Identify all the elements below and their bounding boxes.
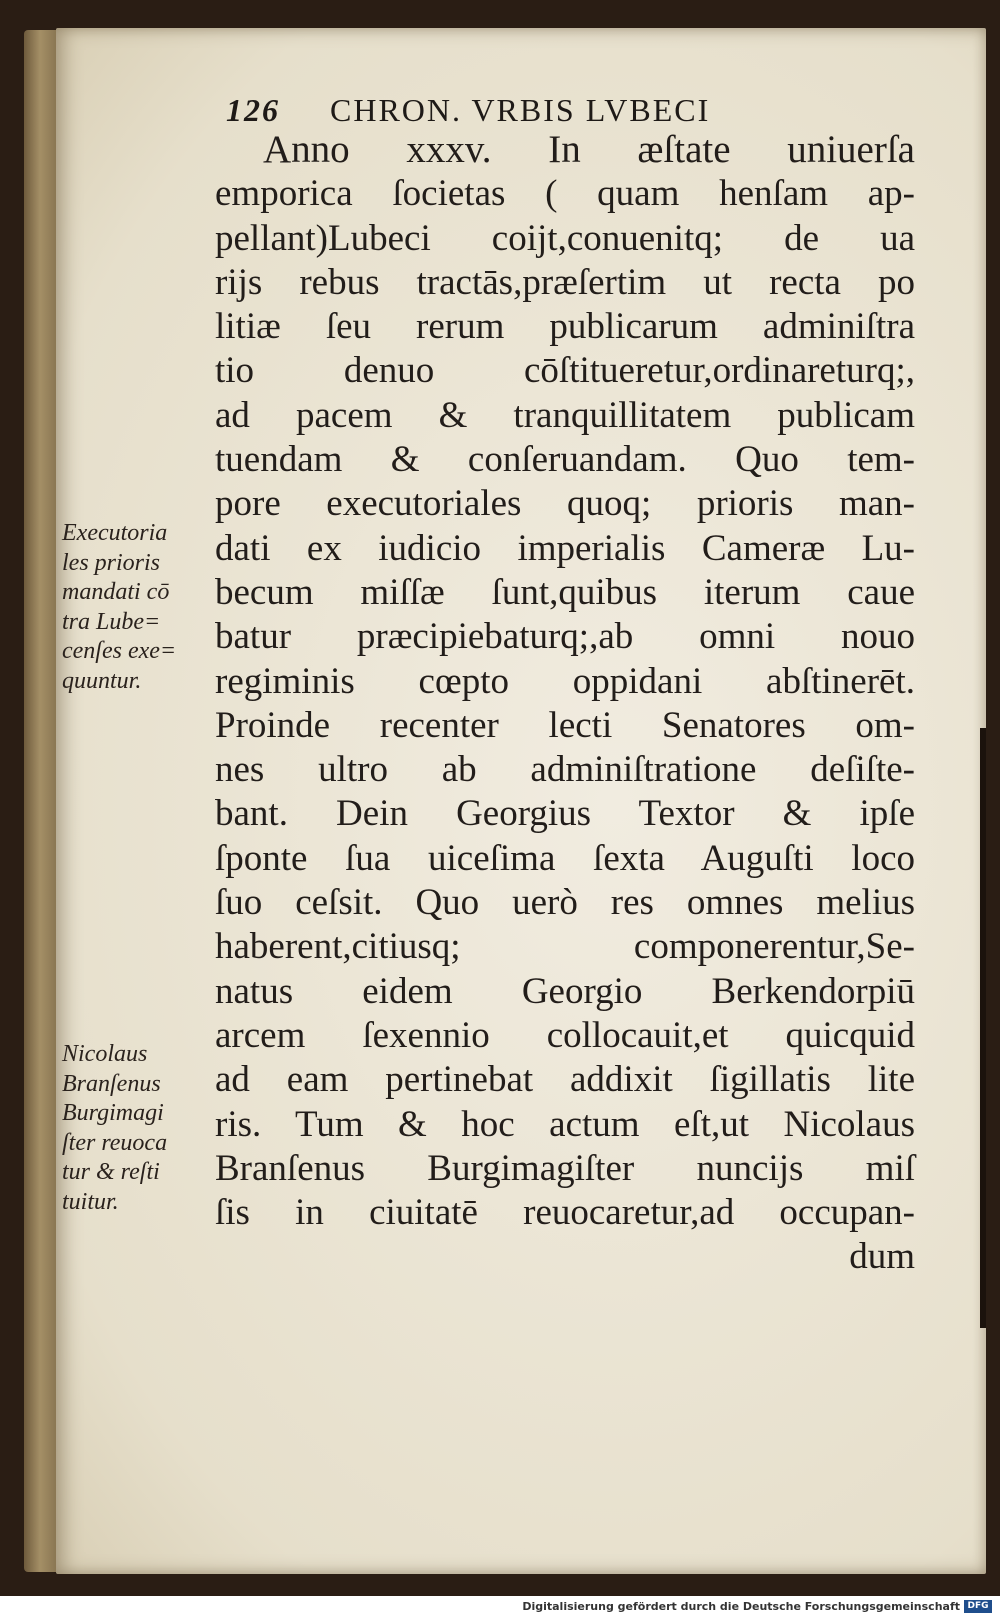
funding-credit: Digitalisierung gefördert durch die Deutsche Forschungsgemeinschaft — [522, 1600, 960, 1613]
text-line: ſponte ſua uiceſima ſexta Auguſti loco — [215, 837, 915, 879]
text-line: bant. Dein Georgius Textor & ipſe — [215, 793, 915, 835]
page-shadow-edge — [980, 728, 986, 1328]
text-line: batur præcipiebaturq;,ab omni nouo — [215, 616, 915, 658]
margin-note-line: les prioris — [62, 549, 161, 576]
margin-note-line: Burgimagi — [62, 1100, 164, 1126]
text-line: Anno xxxv. In æſtate uniuerſa — [263, 128, 915, 171]
text-line: becum miſſæ ſunt,quibus iterum caue — [215, 571, 915, 613]
running-head — [226, 92, 896, 129]
margin-note-line: cenſes exe= — [62, 638, 177, 664]
dfg-logo: DFG — [964, 1600, 992, 1613]
margin-note-executoriales — [62, 519, 212, 696]
text-line: pellant)Lubeci coijt,conuenitq; de ua — [215, 217, 915, 259]
text-line: arcem ſexennio collocauit,et quicquid — [215, 1014, 915, 1056]
text-line: ad eam pertinebat addixit ſigillatis lite — [215, 1059, 915, 1101]
text-line: regiminis cœpto oppidani abſtinerēt. — [215, 660, 915, 702]
text-line: tuendam & conſeruandam. Quo tem- — [215, 439, 915, 481]
margin-note-line: Branſenus — [62, 1070, 161, 1097]
text-line: ad pacem & tranquillitatem publicam — [215, 394, 915, 436]
margin-note-line: tra Lube= — [62, 608, 161, 635]
margin-note-line: tuitur. — [62, 1188, 119, 1215]
margin-note-line: Nicolaus — [62, 1041, 148, 1067]
text-line: Branſenus Burgimagiſter nuncijs miſ — [215, 1147, 915, 1189]
text-line: ſis in ciuitatē reuocaretur,ad occupan- — [215, 1192, 915, 1234]
main-text — [215, 128, 915, 1280]
text-line: ſuo ceſsit. Quo uerò res omnes melius — [215, 882, 915, 924]
text-line: litiæ ſeu rerum publicarum adminiſtra — [215, 306, 915, 348]
page-number: 126 — [226, 92, 280, 128]
footer-bar — [0, 1596, 1000, 1621]
text-line: Proinde recenter lecti Senatores om- — [215, 704, 915, 746]
margin-note-nicolaus — [62, 1040, 212, 1217]
margin-note-line: quuntur. — [62, 667, 142, 694]
margin-note-line: Executoria — [62, 520, 168, 546]
margin-note-line: mandati cō — [62, 579, 170, 605]
text-line: emporica ſocietas ( quam henſam ap- — [215, 173, 915, 215]
text-line: ris. Tum & hoc actum eſt,ut Nicolaus — [215, 1103, 915, 1145]
margin-note-line: tur & reſti — [62, 1159, 160, 1185]
text-line: tio denuo cōſtitueretur,ordinareturq;, — [215, 350, 915, 392]
margin-note-line: ſter reuoca — [62, 1129, 168, 1156]
text-line: haberent,citiusq; componerentur,Se- — [215, 926, 915, 968]
text-line: natus eidem Georgio Berkendorpiū — [215, 970, 915, 1012]
text-line: dati ex iudicio imperialis Cameræ Lu- — [215, 527, 915, 569]
running-title: CHRON. VRBIS LVBECI — [330, 92, 711, 128]
text-line: nes ultro ab adminiſtratione deſiſte- — [215, 749, 915, 791]
text-line: rijs rebus tractās,præſertim ut recta po — [215, 261, 915, 303]
catchword: dum — [849, 1236, 915, 1278]
text-line: pore executoriales quoq; prioris man- — [215, 483, 915, 525]
